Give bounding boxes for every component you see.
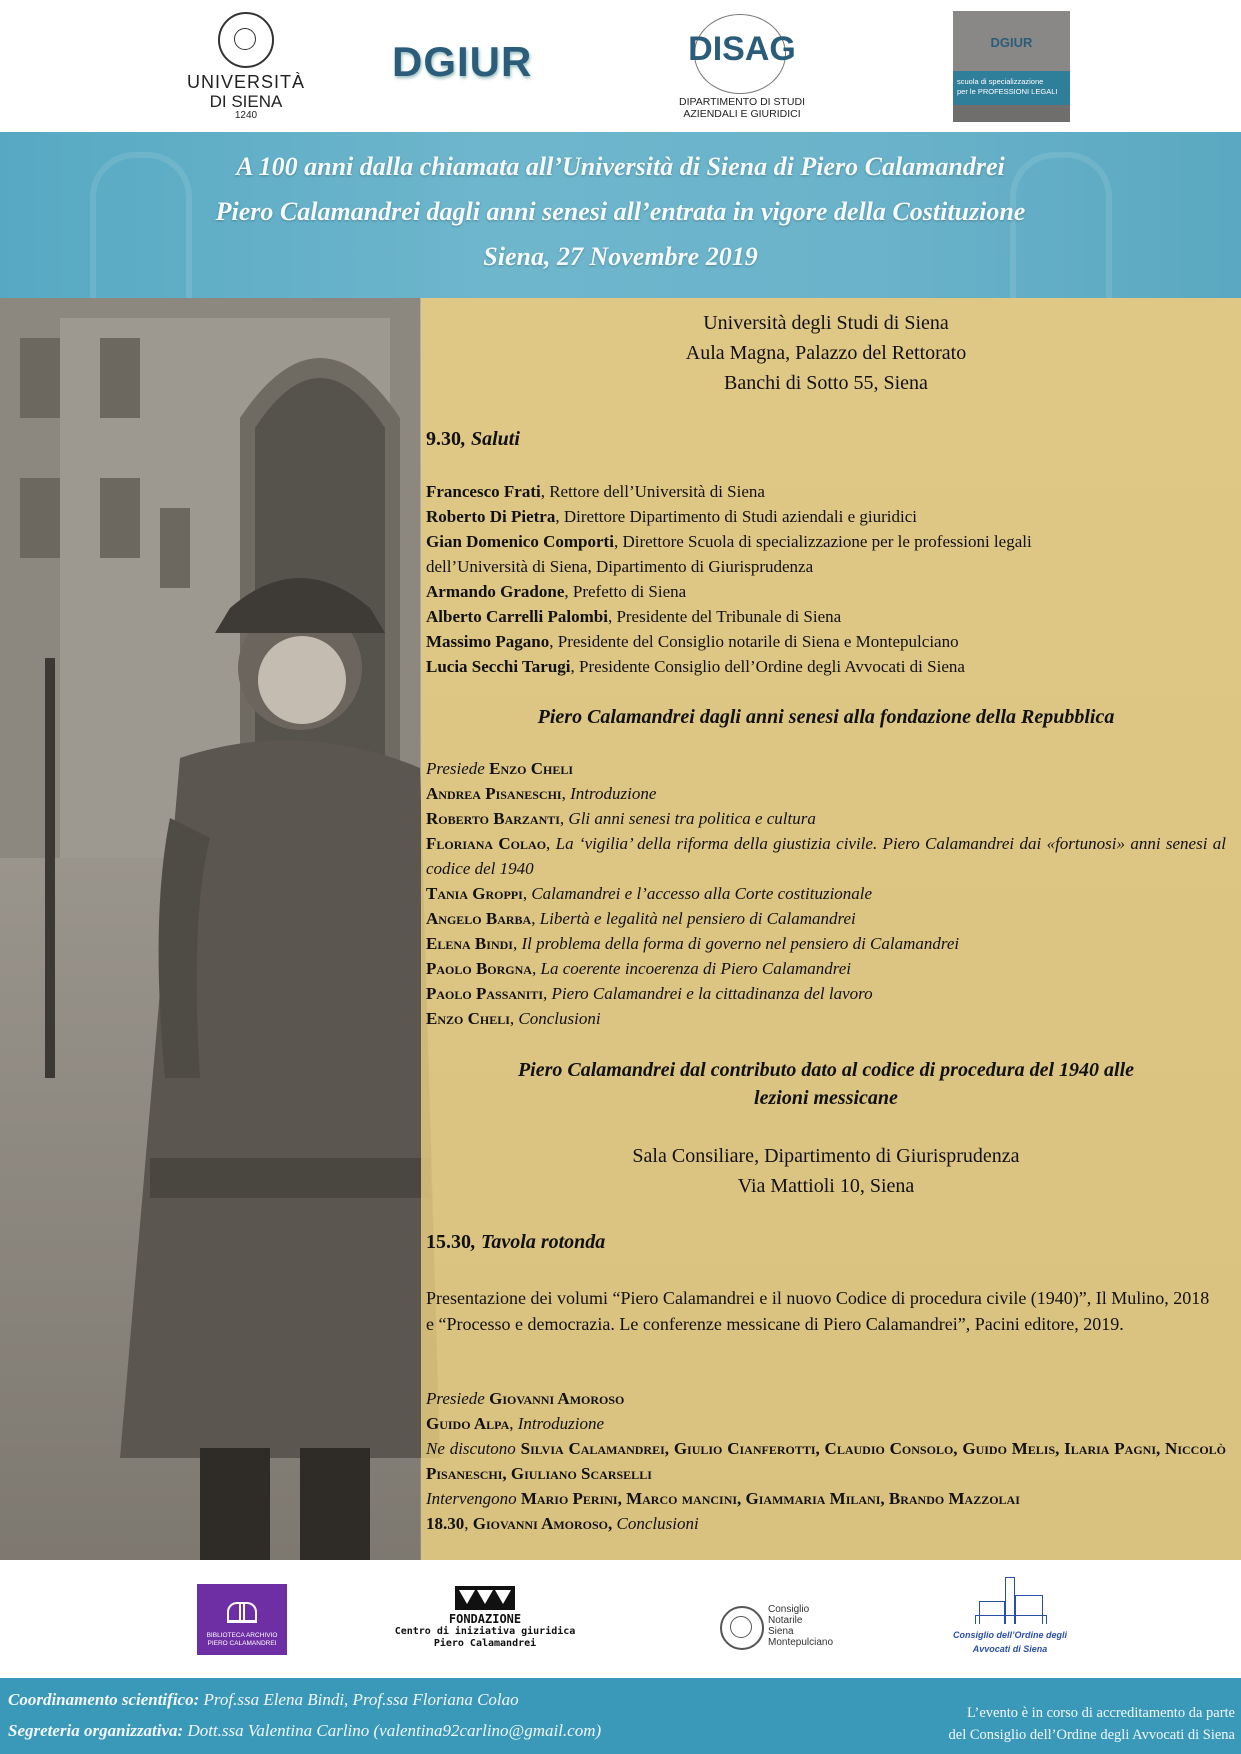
speaker-row: Alberto Carrelli Palombi, Presidente del Tribunale di Siena	[426, 607, 842, 626]
event-date: Siena, 27 Novembre 2019	[483, 242, 758, 271]
unisi-logo-text: UNIVERSITÀ	[186, 72, 306, 92]
notarile-logo-text: Consiglio	[768, 1604, 810, 1615]
ordine-logo-text: Avvocati di Siena	[972, 1644, 1048, 1654]
talk-row: Roberto Barzanti, Gli anni senesi tra politica e cultura	[426, 809, 816, 828]
footer	[0, 1678, 1241, 1754]
speaker-row: Francesco Frati, Rettore dell’Università di Siena	[426, 482, 765, 501]
section-2-program	[426, 1386, 1226, 1536]
accreditation-line: del Consiglio dell’Ordine degli Avvocati di Siena	[948, 1727, 1235, 1743]
organizing-secretariat: Segreteria organizzativa: Dott.ssa Valentina Carlino (valentina92carlino@gmail.com)	[8, 1721, 602, 1740]
event-title: A 100 anni dalla chiamata all’Università di Siena di Piero Calamandrei	[236, 152, 1005, 181]
dgiur-logo: DGIUR	[392, 38, 533, 85]
venue-secondary	[426, 1141, 1226, 1201]
partner-logos	[0, 1560, 1241, 1678]
venue-line: Università degli Studi di Siena	[703, 312, 949, 334]
session-time: 15.30	[426, 1231, 471, 1253]
section-2-title-line: Piero Calamandrei dal contributo dato al codice di procedura del 1940 alle	[517, 1059, 1135, 1081]
ordine-avvocati-logo	[950, 1578, 1070, 1656]
fondazione-calamandrei-logo	[390, 1586, 580, 1650]
spec-logo-caption	[953, 71, 1070, 105]
university-of-siena-logo	[186, 12, 306, 121]
talk-row: Angelo Barba, Libertà e legalità nel pensiero di Calamandrei	[426, 909, 856, 928]
unisi-logo-year: 1240	[234, 110, 258, 121]
talk-row: Enzo Cheli, Conclusioni	[426, 1009, 601, 1028]
session-saluti-heading	[426, 427, 1226, 452]
venue-line: Banchi di Sotto 55, Siena	[724, 372, 928, 394]
venue-line: Aula Magna, Palazzo del Rettorato	[685, 342, 967, 364]
spec-caption-line: scuola di specializzazione	[957, 77, 1044, 86]
notarile-logo-text: Montepulciano	[768, 1637, 834, 1648]
notarile-seal-icon	[720, 1606, 764, 1650]
speaker-row: Gian Domenico Comporti, Direttore Scuola di specializzazione per le professioni legali	[426, 532, 1032, 551]
speaker-row: Roberto Di Pietra, Direttore Dipartimento di Studi aziendali e giuridici	[426, 507, 917, 526]
chair-row: Presiede Giovanni Amoroso	[426, 1389, 625, 1408]
biblioteca-archivio-logo	[197, 1584, 287, 1655]
speaker-row: Massimo Pagano, Presidente del Consiglio notarile di Siena e Montepulciano	[426, 632, 959, 651]
disag-caption-line: AZIENDALI E GIURIDICI	[683, 108, 801, 120]
session-tavola-heading	[426, 1230, 1226, 1255]
logo-bar	[0, 0, 1241, 132]
title-banner	[0, 132, 1241, 298]
section-1-title: Piero Calamandrei dagli anni senesi alla fondazione della Repubblica	[537, 706, 1115, 728]
closing-row: 18.30, Giovanni Amoroso, Conclusioni	[426, 1514, 699, 1533]
fondazione-logo-text: FONDAZIONE	[448, 1612, 522, 1626]
siena-skyline-icon	[975, 1578, 1045, 1624]
speaker-row: dell’Università di Siena, Dipartimento di Giurisprudenza	[426, 557, 814, 576]
section-2-title	[426, 1056, 1226, 1112]
venue-line: Via Mattioli 10, Siena	[737, 1175, 915, 1197]
talk-row: Paolo Borgna, La coerente incoerenza di Piero Calamandrei	[426, 959, 851, 978]
speaker-row: Armando Gradone, Prefetto di Siena	[426, 582, 687, 601]
session-title: , Saluti	[461, 428, 520, 450]
scientific-coordination: Coordinamento scientifico: Prof.ssa Elena Bindi, Prof.ssa Floriana Colao	[8, 1690, 519, 1709]
talk-row: Elena Bindi, Il problema della forma di governo nel pensiero di Calamandrei	[426, 934, 960, 953]
talk-row: Tania Groppi, Calamandrei e l’accesso alla Corte costituzionale	[426, 884, 873, 903]
event-subtitle: Piero Calamandrei dagli anni senesi all’entrata in vigore della Costituzione	[215, 197, 1026, 226]
spec-caption-line: per le PROFESSIONI LEGALI	[957, 87, 1058, 96]
disag-logo	[672, 14, 812, 120]
notarile-logo-text: Siena	[768, 1626, 794, 1637]
talk-row: Guido Alpa, Introduzione	[426, 1414, 605, 1433]
fondazione-logo-text: Centro di iniziativa giuridica	[394, 1626, 576, 1637]
disag-caption-line: DIPARTIMENTO DI STUDI	[678, 96, 805, 108]
chair-row: Presiede Enzo Cheli	[426, 759, 573, 778]
scuola-specializzazione-logo	[953, 11, 1070, 122]
interveners-row: Intervengono Mario Perini, Marco mancini, Giammaria Milani, Brando Mazzolai	[426, 1489, 1020, 1508]
ordine-logo-text: Consiglio dell’Ordine degli	[952, 1630, 1067, 1640]
talk-row: Paolo Passaniti, Piero Calamandrei e la cittadinanza del lavoro	[426, 984, 873, 1003]
biblioteca-logo-text: BIBLIOTECA ARCHIVIO	[206, 1632, 278, 1639]
speaker-row: Lucia Secchi Tarugi, Presidente Consiglio dell’Ordine degli Avvocati di Siena	[426, 657, 965, 676]
notarile-logo-text: Notarile	[768, 1615, 803, 1626]
session-time: 9.30	[426, 428, 461, 450]
accreditation-line: L’evento è in corso di accreditamento da parte	[966, 1705, 1235, 1721]
disag-logo-text: DISAG	[688, 30, 796, 68]
spec-logo-text: DGIUR	[990, 35, 1033, 50]
fondazione-mark-icon	[455, 1586, 515, 1610]
accreditation-note	[905, 1702, 1235, 1746]
discussants-row: Ne discutono Silvia Calamandrei, Giulio Cianferotti, Claudio Consolo, Guido Melis, Ilaria Pagni, Niccolò Pisaneschi, Giuliano Scarselli	[426, 1439, 1227, 1483]
talk-row: Floriana Colao, La ‘vigilia’ della riforma della giustizia civile. Piero Calamandrei dai «fortunosi» anni senesi al codice del 1940	[426, 834, 1227, 878]
unisi-logo-subtext: DI SIENA	[209, 92, 283, 111]
section-1-program	[426, 756, 1226, 1031]
talk-row: Andrea Pisaneschi, Introduzione	[426, 784, 657, 803]
fondazione-logo-text: Piero Calamandrei	[433, 1638, 537, 1649]
venue-main	[426, 308, 1226, 398]
venue-line: Sala Consiliare, Dipartimento di Giurisprudenza	[632, 1145, 1020, 1167]
open-book-icon	[227, 1598, 257, 1623]
section-2-title-line: lezioni messicane	[754, 1087, 898, 1109]
disag-logo-caption	[672, 96, 812, 120]
books-presentation: Presentazione dei volumi “Piero Calamandrei e il nuovo Codice di procedura civile (1940)”, Il Mulino, 2018 e “Processo e democrazia. Le conferenze messicane di Piero Calamandrei”, Pacini editore, 2019.	[426, 1288, 1210, 1334]
session-title: , Tavola rotonda	[471, 1231, 606, 1253]
biblioteca-logo-text: PIERO CALAMANDREI	[207, 1640, 277, 1647]
saluti-speaker-list	[426, 479, 1226, 679]
university-seal-icon	[218, 12, 274, 68]
